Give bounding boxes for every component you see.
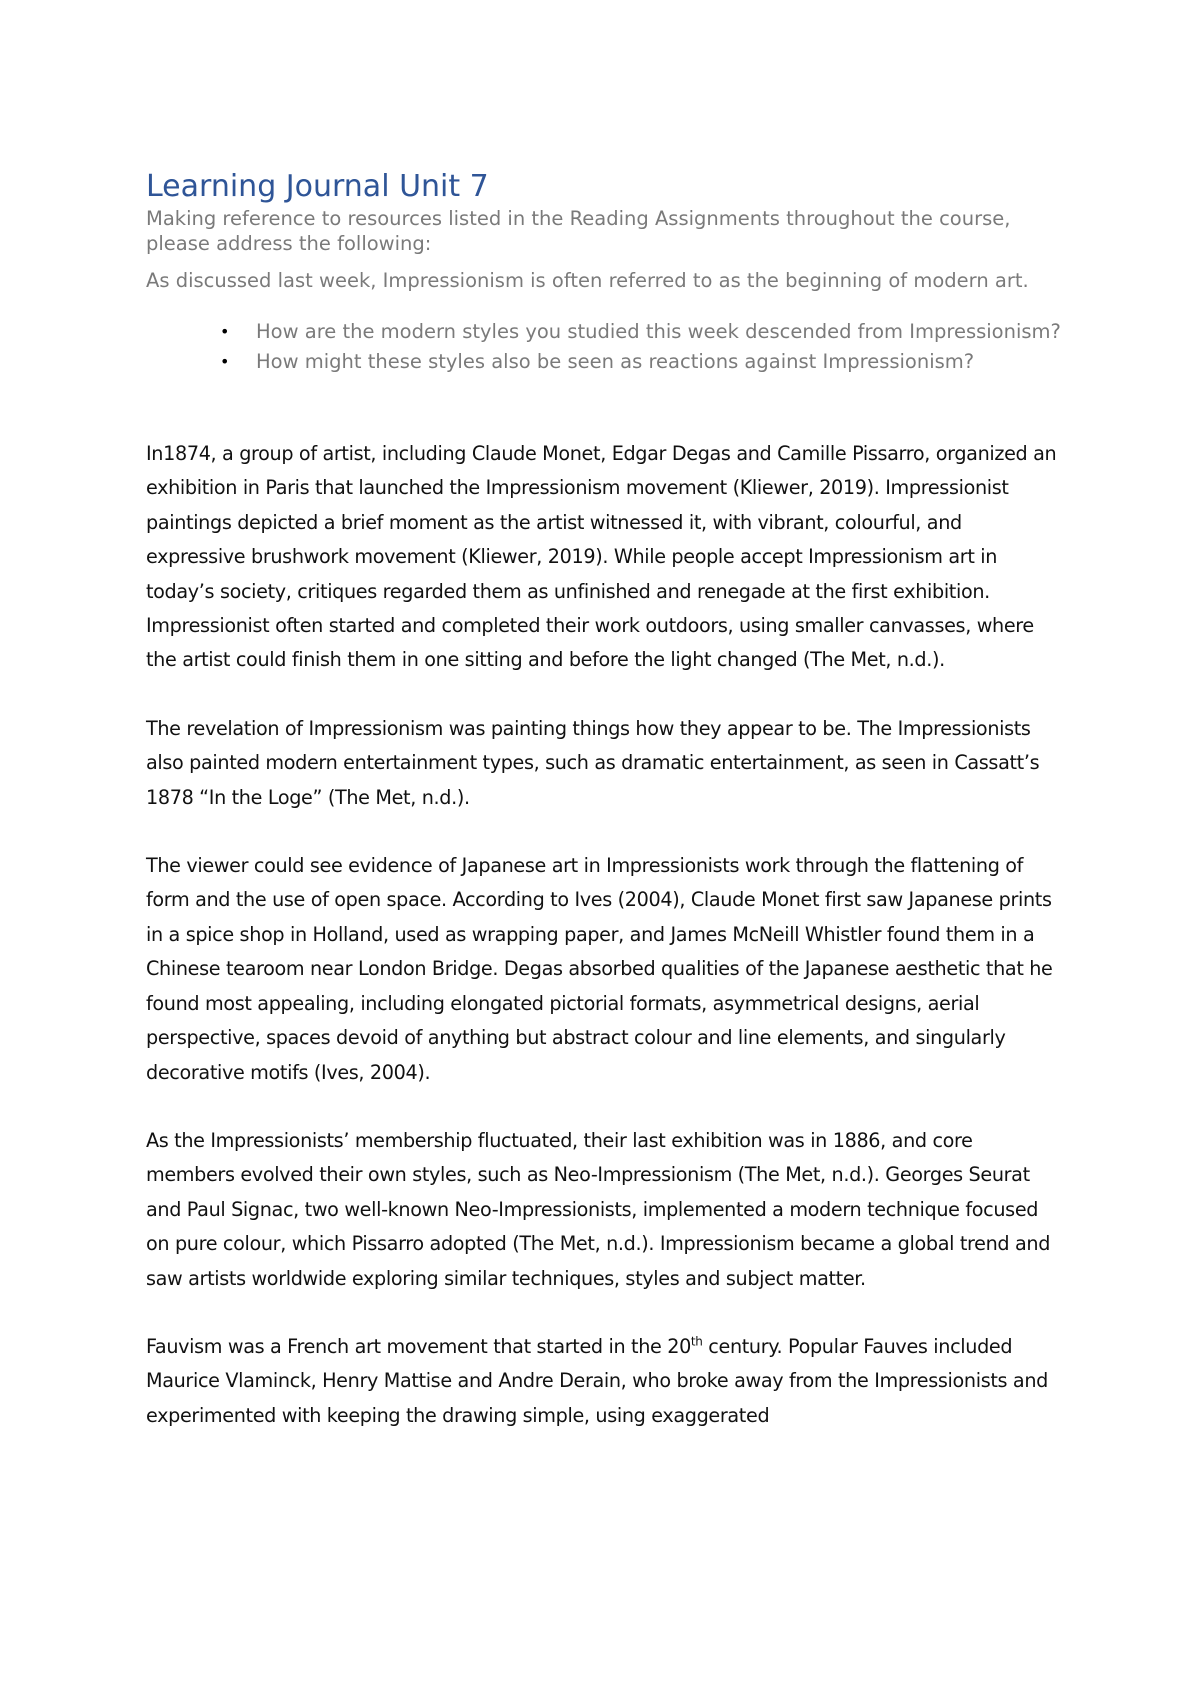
journal-body (146, 437, 1066, 1433)
bullet-icon: • (220, 352, 230, 371)
body-paragraph: In1874, a group of artist, including Claude Monet, Edgar Degas and Camille Pissarro, organized an exhibition in Paris that launched the Impressionism movement (Kliewer, 2019). Impressionist paintings depicted a brief moment as the artist witnessed it, with vibrant, colourful, and expressive brushwork movement (Kliewer, 2019). While people accept Impressionism art in today’s society, critiques regarded them as unfinished and renegade at the first exhibition. Impressionist often started and completed their work outdoors, using smaller canvasses, where the artist could finish them in one sitting and before the light changed (The Met, n.d.). (146, 442, 1057, 672)
body-paragraph: The revelation of Impressionism was painting things how they appear to be. The Impressionists also painted modern entertainment types, such as dramatic entertainment, as seen in Cassatt’s 1878 “In the Loge” (The Met, n.d.). (146, 716, 1040, 809)
page-title: Learning Journal Unit 7 (146, 169, 489, 204)
prompt-intro: Making reference to resources listed in the Reading Assignments throughout the course, please address the following: (146, 207, 1011, 255)
body-paragraph: As the Impressionists’ membership fluctuated, their last exhibition was in 1886, and core members evolved their own styles, such as Neo-Impressionism (The Met, n.d.). Georges Seurat and Paul Signac, two well-known Neo-Impressionists, implemented a modern technique focused on pure colour, which Pissarro adopted (The Met, n.d.). Impressionism became a global trend and saw artists worldwide exploring similar techniques, styles and subject matter. (146, 1128, 1051, 1290)
question-text: How might these styles also be seen as reactions against Impressionism? (256, 350, 975, 373)
question-list (146, 317, 1066, 377)
fauvism-text-end: century. Popular Fauves included Maurice Vlaminck, Henry Mattise and Andre Derain, who broke away from the Impressionists and experimented with keeping the drawing simple, using exaggerated (146, 1334, 1048, 1427)
question-item (220, 347, 1066, 377)
document-content (146, 168, 1066, 1467)
question-item (220, 317, 1066, 347)
prompt-context: As discussed last week, Impressionism is often referred to as the beginning of modern art. (146, 269, 1029, 292)
body-paragraph: The viewer could see evidence of Japanese art in Impressionists work through the flattening of form and the use of open space. According to Ives (2004), Claude Monet first saw Japanese prints in a spice shop in Holland, used as wrapping paper, and James McNeill Whistler found them in a Chinese tearoom near London Bridge. Degas absorbed qualities of the Japanese aesthetic that he found most appealing, including elongated pictorial formats, asymmetrical designs, aerial perspective, spaces devoid of anything but abstract colour and line elements, and singularly decorative motifs (Ives, 2004). (146, 854, 1053, 1084)
question-text: How are the modern styles you studied this week descended from Impressionism? (256, 320, 1061, 343)
bullet-icon: • (220, 322, 230, 341)
fauvism-text-start: Fauvism was a French art movement that started in the 20 (146, 1334, 691, 1358)
ordinal-superscript: th (690, 1334, 703, 1349)
body-paragraph-fauvism (146, 1330, 1066, 1433)
